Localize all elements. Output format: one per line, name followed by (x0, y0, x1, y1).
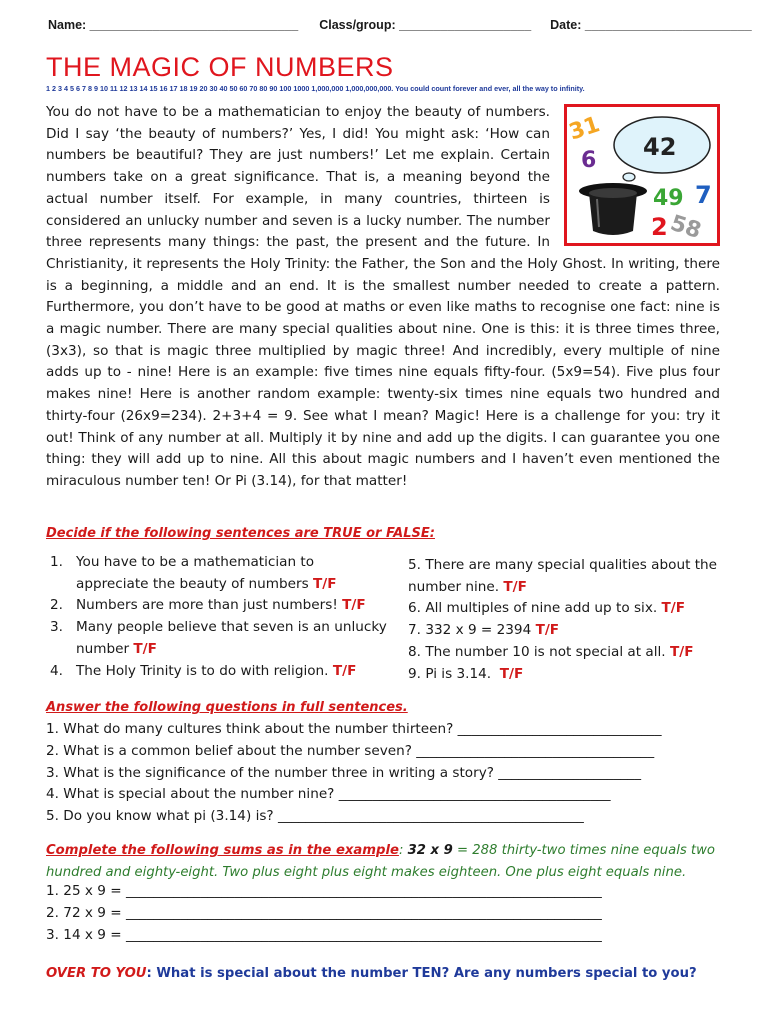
tf-mark[interactable]: T/F (313, 575, 337, 592)
tf-item: 1. You have to be a mathematician to appreciate the beauty of numbers T/F (50, 554, 337, 592)
pic-number-7: 7 (695, 181, 712, 209)
over-to-you-label: OVER TO YOU (46, 966, 147, 981)
example-equation: 32 x 9 (407, 843, 453, 858)
tf-left-column (50, 552, 390, 682)
tf-item: 7. 332 x 9 = 2394 T/F (408, 622, 560, 639)
tf-mark[interactable]: T/F (503, 578, 527, 595)
question-line[interactable]: 1. What do many cultures think about the number thirteen? ______________________________ (46, 721, 662, 737)
pic-number-42: 42 (643, 133, 677, 161)
questions-heading: Answer the following questions in full sentences. (46, 700, 408, 715)
passage-text: You do not have to be a mathematician to enjoy the beauty of numbers. Did I say ‘the beauty of numbers?’ Yes, I did! You might ask: ‘How can numbers be beautiful? They are just numbers!’ Let me explain. Certain numbers take on a great significance. That is, a meaning beyond the actual number itself. For example, in many countries, thirteen is considered an unlucky number and seven is a lucky number. The number three represents many things: the past, the present and the future. In Christianity, it represents the Holy Trinity: the Father, the Son and the Holy Ghost. In writing, there is a beginning, a middle and an end. It is the smallest number needed to create a pattern. Furthermore, you don’t have to be good at maths or even like maths to recognise one fact: nine is a magic number. There are many special qualities about nine. One is this: it is three times three, (3x3), so that is magic three multiplied by magic three! And incredibly, every multiple of nine adds up to - nine! Here is an example: five times nine equals fifty-four. (5x9=54). Five plus four makes nine! Here is another random example: twenty-six times nine equals two hundred and thirty-four (26x9=234). 2+3+4 = 9. See what I mean? Magic! Here is a challenge for you: try it out! Think of any number at all. Multiply it by nine and add up the digits. I can guarantee you one thing: they will add up to nine. All this about magic numbers and I haven’t even mentioned the miraculous number ten! Or Pi (3.14), for that matter! (46, 104, 720, 489)
pic-number-58: 58 (667, 210, 705, 243)
reading-passage (46, 102, 720, 493)
question-line[interactable]: 5. Do you know what pi (3.14) is? _____________________________________________ (46, 808, 584, 825)
number-line: 1 2 3 4 5 6 7 8 9 10 11 12 13 14 15 16 17 18 19 20 30 40 50 60 70 80 90 100 1000 1,000,000 1,000,000,000. You could count forever and ever, all the way to infinity. (46, 84, 585, 93)
sums-list (46, 881, 726, 946)
tf-mark[interactable]: T/F (332, 662, 357, 679)
question-line[interactable]: 3. What is the significance of the number three in writing a story? _____________________ (46, 764, 642, 781)
header-fields (48, 18, 752, 32)
over-to-you (46, 966, 736, 981)
tf-item: 6. All multiples of nine add up to six. T/F (408, 600, 686, 617)
sums-heading: Complete the following sums as in the example (46, 843, 399, 858)
question-line[interactable]: 2. What is a common belief about the number seven? ___________________________________ (46, 742, 655, 759)
tf-item: 3. Many people believe that seven is an unlucky number T/F (50, 619, 387, 657)
example-explanation: = 288 thirty-two times nine equals two hundred and eighty-eight. Two plus eight plus eight makes eighteen. One plus eight equals nine. (46, 843, 715, 880)
pic-number-2: 2 (651, 213, 668, 241)
tf-mark[interactable]: T/F (669, 643, 694, 660)
tf-item: 2. Numbers are more than just numbers! T/F (50, 597, 366, 614)
tf-mark[interactable]: T/F (342, 597, 366, 614)
tf-item: 9. Pi is 3.14. T/F (408, 665, 524, 682)
pic-number-31: 31 (567, 112, 603, 146)
tf-item: 5. There are many special qualities about the number nine. T/F (408, 557, 718, 595)
magic-hat-icon (567, 107, 717, 243)
tf-right-column (408, 555, 728, 685)
tf-heading: Decide if the following sentences are TRUE or FALSE: (46, 526, 435, 541)
sum-line[interactable]: 1. 25 x 9 = ______________________________________________________________________ (46, 883, 602, 899)
tf-item: 8. The number 10 is not special at all. T/F (408, 643, 694, 660)
date-field[interactable]: Date: ________________________ (550, 18, 752, 32)
over-to-you-question: : What is special about the number TEN? Are any numbers special to you? (146, 966, 697, 981)
pic-number-49: 49 (653, 186, 684, 211)
tf-item: 4. The Holy Trinity is to do with religion. T/F (50, 662, 357, 679)
name-field[interactable]: Name: ______________________________ (48, 18, 299, 32)
magic-hat-illustration (564, 104, 720, 246)
sum-line[interactable]: 3. 14 x 9 = ______________________________________________________________________ (46, 926, 602, 943)
tf-mark[interactable]: T/F (133, 640, 157, 657)
tf-mark[interactable]: T/F (499, 665, 524, 682)
question-line[interactable]: 4. What is special about the number nine? ________________________________________ (46, 786, 611, 803)
tf-mark[interactable]: T/F (661, 600, 686, 617)
questions-list (46, 719, 726, 828)
tf-mark[interactable]: T/F (535, 622, 560, 639)
class-field[interactable]: Class/group: ___________________ (319, 18, 532, 32)
page-title: THE MAGIC OF NUMBERS (46, 52, 394, 82)
sum-line[interactable]: 2. 72 x 9 = ______________________________________________________________________ (46, 904, 602, 921)
pic-number-6: 6 (581, 148, 597, 173)
sums-example: Complete the following sums as in the example: 32 x 9 = 288 thirty-two times nine equals two hundred and eighty-eight. Two plus eight plus eight makes eighteen. One plus eight equals nine. (46, 843, 715, 880)
